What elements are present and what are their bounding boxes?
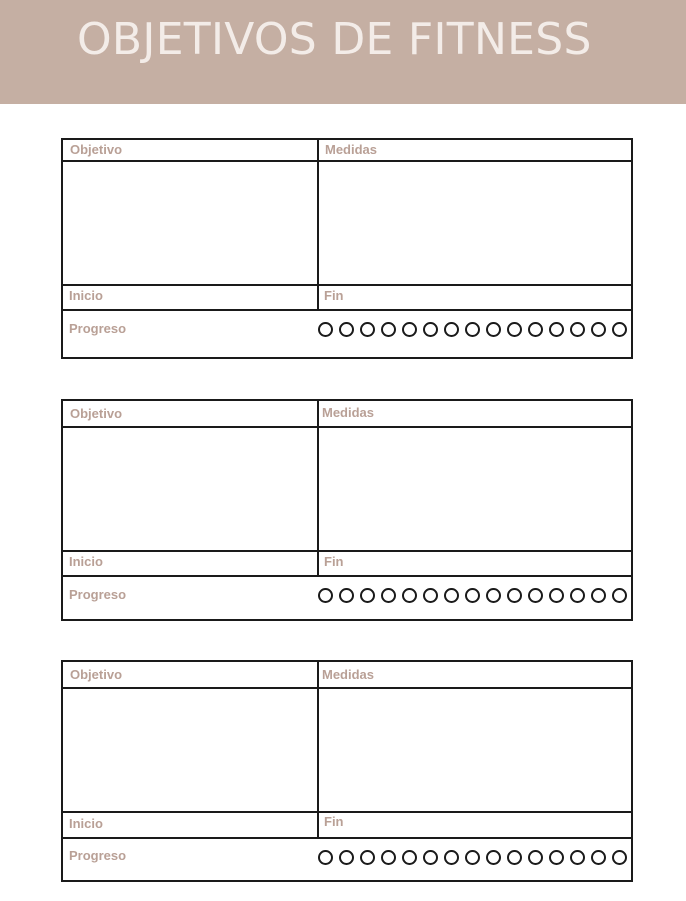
divider [63,837,631,839]
progress-circle[interactable] [591,850,606,865]
divider [63,284,631,286]
progress-circle[interactable] [570,850,585,865]
progress-circle[interactable] [591,322,606,337]
progress-circle[interactable] [486,588,501,603]
divider [63,575,631,577]
goal-card-3 [61,660,633,882]
progress-label: Progreso [69,321,127,336]
progress-circle[interactable] [570,588,585,603]
start-label[interactable]: Inicio [69,816,103,831]
progress-circle[interactable] [381,588,396,603]
progress-circle[interactable] [423,322,438,337]
measures-field[interactable] [319,428,631,550]
goal-card-1 [61,138,633,359]
progress-circle[interactable] [549,322,564,337]
progress-circle[interactable] [318,588,333,603]
divider [63,811,631,813]
measures-field[interactable] [319,162,631,284]
progress-circle[interactable] [381,322,396,337]
start-label[interactable]: Inicio [69,288,103,303]
header-banner [0,0,686,104]
goal-label: Objetivo [70,142,123,157]
progress-circle[interactable] [444,322,459,337]
progress-circle[interactable] [528,322,543,337]
progress-tracker [318,588,627,603]
progress-label: Progreso [69,848,127,863]
progress-circle[interactable] [612,588,627,603]
page-title: OBJETIVOS DE FITNESS [77,14,592,65]
progress-circle[interactable] [612,850,627,865]
progress-circle[interactable] [402,588,417,603]
goal-label: Objetivo [70,667,123,682]
goal-field[interactable] [63,162,317,284]
progress-circle[interactable] [528,588,543,603]
progress-circle[interactable] [486,322,501,337]
progress-circle[interactable] [465,850,480,865]
end-label[interactable]: Fin [324,288,344,303]
progress-circle[interactable] [612,322,627,337]
measures-label: Medidas [322,405,375,420]
progress-circle[interactable] [423,588,438,603]
progress-circle[interactable] [402,850,417,865]
divider [63,550,631,552]
progress-circle[interactable] [549,850,564,865]
progress-circle[interactable] [444,850,459,865]
progress-circle[interactable] [339,850,354,865]
progress-circle[interactable] [318,850,333,865]
progress-circle[interactable] [318,322,333,337]
goal-label: Objetivo [70,406,123,421]
progress-circle[interactable] [381,850,396,865]
progress-label: Progreso [69,587,127,602]
progress-circle[interactable] [549,588,564,603]
progress-circle[interactable] [507,322,522,337]
progress-circle[interactable] [507,588,522,603]
progress-circle[interactable] [423,850,438,865]
progress-circle[interactable] [486,850,501,865]
goal-field[interactable] [63,689,317,811]
end-label[interactable]: Fin [324,554,344,569]
progress-circle[interactable] [402,322,417,337]
progress-circle[interactable] [339,322,354,337]
measures-label: Medidas [322,667,375,682]
measures-label: Medidas [325,142,378,157]
goal-field[interactable] [63,428,317,550]
progress-circle[interactable] [360,588,375,603]
progress-tracker [318,850,627,865]
start-label[interactable]: Inicio [69,554,103,569]
progress-tracker [318,322,627,337]
progress-circle[interactable] [360,850,375,865]
progress-circle[interactable] [360,322,375,337]
progress-circle[interactable] [570,322,585,337]
progress-circle[interactable] [528,850,543,865]
measures-field[interactable] [319,689,631,811]
end-label[interactable]: Fin [324,814,344,829]
goal-card-2 [61,399,633,621]
progress-circle[interactable] [507,850,522,865]
progress-circle[interactable] [339,588,354,603]
divider [63,309,631,311]
progress-circle[interactable] [465,322,480,337]
progress-circle[interactable] [444,588,459,603]
progress-circle[interactable] [591,588,606,603]
progress-circle[interactable] [465,588,480,603]
